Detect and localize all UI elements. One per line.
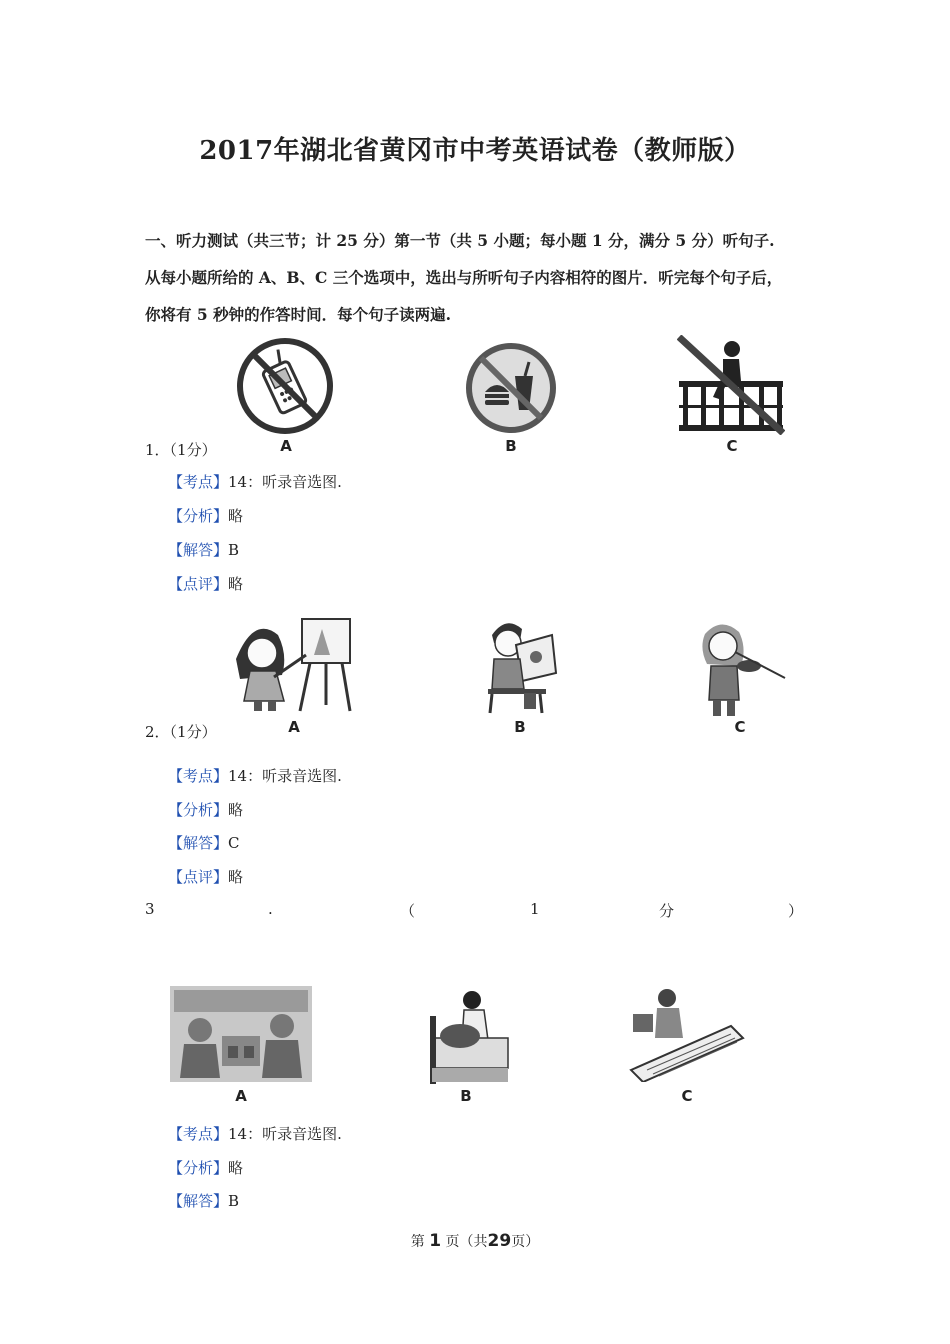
q3-option-b-label: B <box>460 1087 472 1105</box>
footer-total-pages: 29 <box>487 1231 512 1251</box>
jieda-tag: 【解答】 <box>168 1192 229 1210</box>
q1-option-a-label: A <box>280 437 292 455</box>
jieda-tag: 【解答】 <box>168 834 229 852</box>
q3-open-paren: （ <box>400 902 416 920</box>
q2-kaodian <box>168 765 342 786</box>
q2-option-c-label: C <box>734 718 746 736</box>
fenxi-text: 略 <box>228 507 244 525</box>
q3-number-dot: . <box>268 900 273 918</box>
q3-number <box>0 900 950 920</box>
q3-jieda <box>168 1190 239 1211</box>
q1-kaodian <box>168 471 342 492</box>
q2-option-c-girl-violin-image <box>695 618 787 718</box>
kaodian-tag: 【考点】 <box>168 767 229 785</box>
q3-points: 1 <box>530 900 540 918</box>
dianping-text: 略 <box>228 868 244 886</box>
jieda-text: B <box>228 1192 240 1210</box>
kaodian-tag: 【考点】 <box>168 1125 229 1143</box>
jieda-text: B <box>228 541 240 559</box>
fenxi-text: 略 <box>228 1159 244 1177</box>
dianping-text: 略 <box>228 575 244 593</box>
q2-option-b-label: B <box>514 718 526 736</box>
q3-option-a-label: A <box>235 1087 247 1105</box>
q2-jieda <box>168 832 240 853</box>
q1-dianping <box>168 573 243 594</box>
kaodian-tag: 【考点】 <box>168 473 229 491</box>
footer-page-number: 1 <box>429 1231 442 1251</box>
fenxi-tag: 【分析】 <box>168 801 229 819</box>
dianping-tag: 【点评】 <box>168 575 229 593</box>
q3-option-a-classroom-image <box>170 986 312 1082</box>
section-instruction-line-3: 你将有 5 秒钟的作答时间．每个句子读两遍. <box>145 305 451 324</box>
q1-option-a-no-phone-image <box>235 336 335 436</box>
q1-number: 1．（1分） <box>145 441 217 459</box>
q3-option-b-boy-bed-image <box>430 988 510 1084</box>
footer-suffix: 页） <box>511 1234 540 1250</box>
section-instruction-line-2: 从每小题所给的 A、B、C 三个选项中，选出与所听句子内容相符的图片．听完每个句子后， <box>145 268 783 287</box>
kaodian-text: 14：听录音选图. <box>228 1125 342 1143</box>
q3-option-c-boy-instrument-image <box>627 986 745 1082</box>
q2-dianping <box>168 866 243 887</box>
kaodian-text: 14：听录音选图. <box>228 473 342 491</box>
q1-option-c-label: C <box>726 437 738 455</box>
fenxi-tag: 【分析】 <box>168 1159 229 1177</box>
q3-option-c-label: C <box>681 1087 693 1105</box>
footer-prefix: 第 <box>410 1234 425 1250</box>
q2-number: 2．（1分） <box>145 723 217 741</box>
dianping-tag: 【点评】 <box>168 868 229 886</box>
q3-fenxi <box>168 1157 243 1178</box>
kaodian-text: 14：听录音选图. <box>228 767 342 785</box>
q3-close-paren: ） <box>788 902 804 920</box>
q1-fenxi <box>168 505 243 526</box>
jieda-tag: 【解答】 <box>168 541 229 559</box>
page-footer <box>0 1231 950 1251</box>
q3-number-digit: 3 <box>145 900 155 918</box>
page-title: 2017年湖北省黄冈市中考英语试卷（教师版） <box>199 136 751 166</box>
fenxi-text: 略 <box>228 801 244 819</box>
q2-option-a-girl-painting-image <box>234 615 354 715</box>
q2-option-a-label: A <box>288 718 300 736</box>
fenxi-tag: 【分析】 <box>168 507 229 525</box>
q1-option-b-label: B <box>505 437 517 455</box>
q3-kaodian <box>168 1123 342 1144</box>
q3-points-unit: 分 <box>659 902 675 920</box>
footer-middle: 页（共 <box>445 1234 488 1250</box>
section-instruction-line-1: 一、听力测试（共三节；计 25 分）第一节（共 5 小题；每小题 1 分，满分 5 分）听句子. <box>145 231 775 250</box>
q1-option-b-no-food-image <box>463 340 559 436</box>
jieda-text: C <box>228 834 240 852</box>
q2-option-b-boy-reading-image <box>486 615 558 715</box>
q1-jieda <box>168 539 239 560</box>
q2-fenxi <box>168 799 243 820</box>
q1-option-c-no-climbing-image <box>677 335 785 435</box>
